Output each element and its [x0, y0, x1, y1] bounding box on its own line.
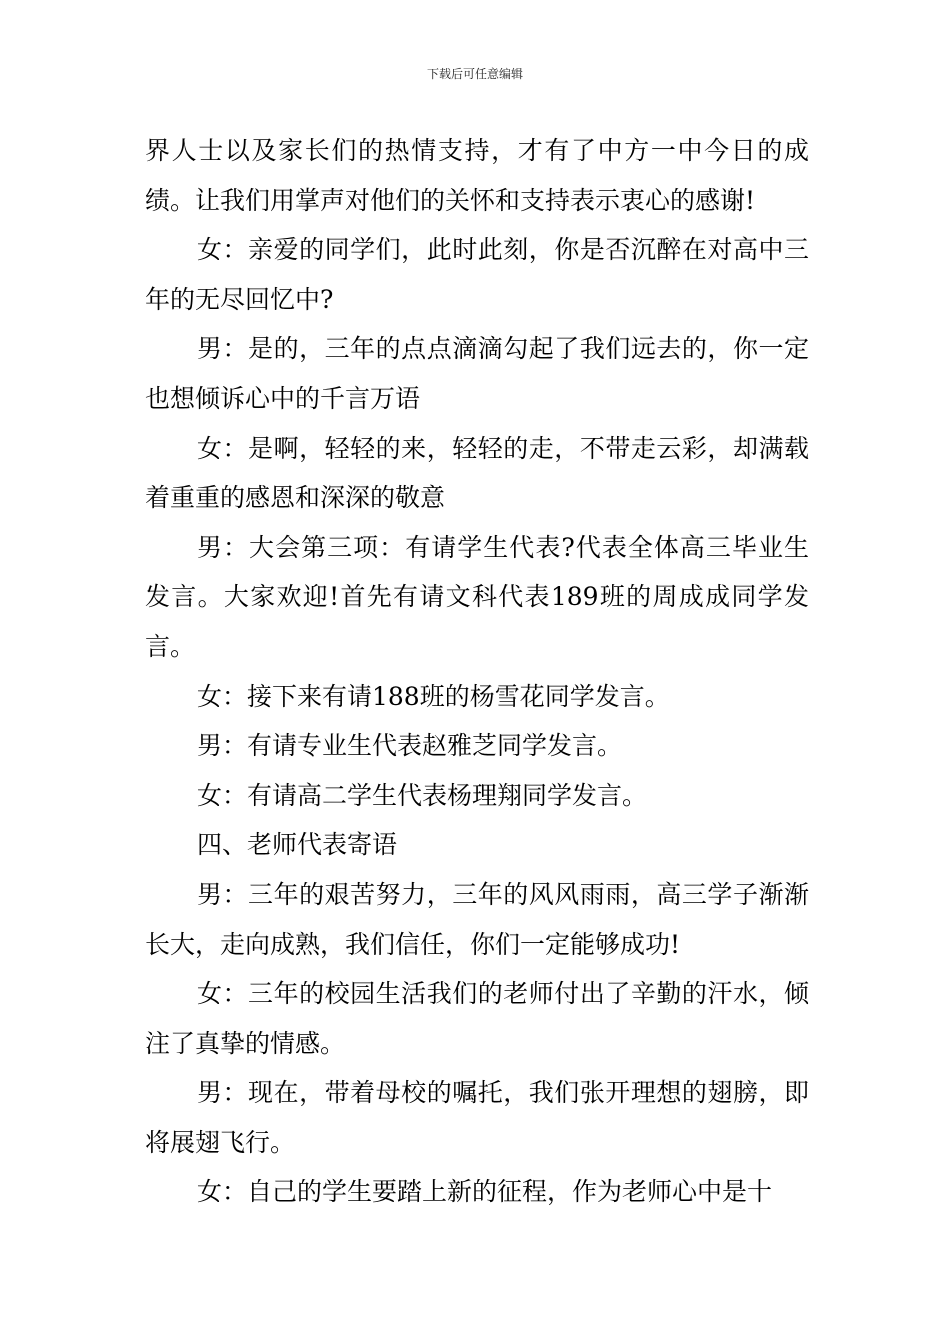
paragraph: 女：自己的学生要踏上新的征程，作为老师心中是十	[197, 1177, 773, 1207]
paragraph: 界人士以及家长们的热情支持，才有了中方一中今日的成绩。让我们用掌声对他们的关怀和支持表示衷心的感谢!	[145, 136, 809, 215]
paragraph: 男：有请专业生代表赵雅芝同学发言。	[197, 731, 623, 761]
paragraph: 女：三年的校园生活我们的老师付出了辛勤的汗水，倾注了真挚的情感。	[145, 979, 809, 1058]
paragraph: 男：现在，带着母校的嘱托，我们张开理想的翅膀，即将展翅飞行。	[145, 1078, 809, 1157]
document-body	[145, 126, 809, 1217]
paragraph: 男：大会第三项：有请学生代表?代表全体高三毕业生发言。大家欢迎!首先有请文科代表189班的周成成同学发言。	[145, 532, 809, 661]
page-header: 下载后可任意编辑	[426, 67, 523, 81]
paragraph: 男：三年的艰苦努力，三年的风风雨雨，高三学子渐渐长大，走向成熟，我们信任，你们一定能够成功!	[145, 879, 809, 959]
paragraph: 女：接下来有请188班的杨雪花同学发言。	[197, 681, 670, 711]
paragraph: 女：是啊，轻轻的来，轻轻的走，不带走云彩，却满载着重重的感恩和深深的敬意	[145, 433, 809, 513]
section-heading: 四、老师代表寄语	[197, 830, 398, 860]
paragraph: 女：亲爱的同学们，此时此刻，你是否沉醉在对高中三年的无尽回忆中?	[145, 235, 809, 314]
paragraph: 男：是的，三年的点点滴滴勾起了我们远去的，你一定也想倾诉心中的千言万语	[145, 334, 809, 413]
paragraph: 女：有请高二学生代表杨理翔同学发言。	[197, 780, 648, 810]
